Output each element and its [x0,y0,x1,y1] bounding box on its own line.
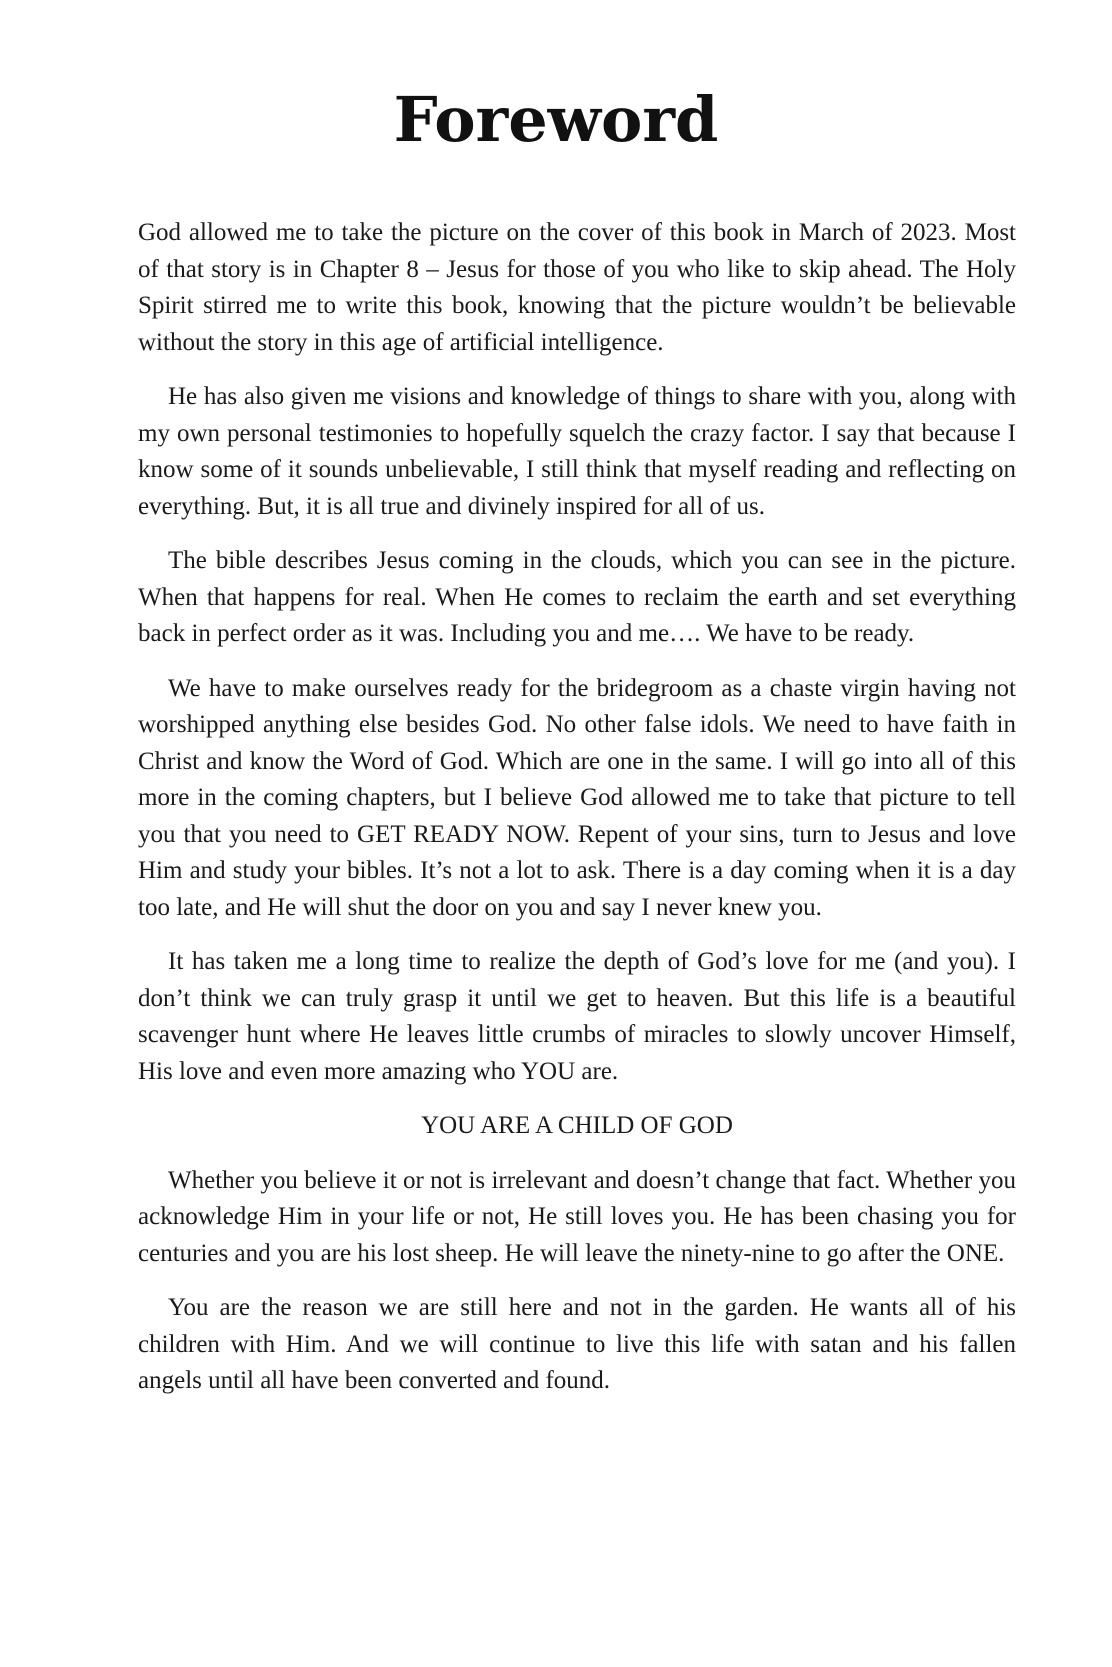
paragraph-6: Whether you believe it or not is irrelevant and doesn’t change that fact. Whether you acknowledge Him in your life or not, He still loves you. He has been chasing you for centuries and you are his lost sheep. He will leave the ninety-nine to go after the ONE. [138,1166,1016,1267]
centered-heading-line: YOU ARE A CHILD OF GOD [421,1112,733,1139]
paragraph-1: God allowed me to take the picture on the cover of this book in March of 2023. Most of that story is in Chapter 8 – Jesus for those of you who like to skip ahead. The Holy Spirit stirred me to write this book, knowing that the picture wouldn’t be believable without the story in this age of artificial intelligence. [138,219,1016,356]
paragraph-4: We have to make ourselves ready for the bridegroom as a chaste virgin having not worshipped anything else besides God. No other false idols. We need to have faith in Christ and know the Word of God. Which are one in the same. I will go into all of this more in the coming chapters, but I believe God allowed me to take that picture to tell you that you need to GET READY NOW. Repent of your sins, turn to Jesus and love Him and study your bibles. It’s not a lot to ask. There is a day coming when it is a day too late, and He will shut the door on you and say I never knew you. [138,674,1016,921]
page-title: Foreword [393,83,719,156]
paragraph-2: He has also given me visions and knowledge of things to share with you, along with my own personal testimonies to hopefully squelch the crazy factor. I say that because I know some of it sounds unbelievable, I still think that myself reading and reflecting on everything. But, it is all true and divinely inspired for all of us. [138,383,1016,520]
paragraph-3: The bible describes Jesus coming in the clouds, which you can see in the picture. When that happens for real. When He comes to reclaim the earth and set everything back in perfect order as it was. Including you and me…. We have to be ready. [138,547,1016,647]
foreword-body [138,215,1016,1418]
paragraph-7: You are the reason we are still here and not in the garden. He wants all of his children with Him. And we will continue to live this life with satan and his fallen angels until all have been converted and found. [138,1294,1016,1394]
paragraph-5: It has taken me a long time to realize the depth of God’s love for me (and you). I don’t think we can truly grasp it until we get to heaven. But this life is a beautiful scavenger hunt where He leaves little crumbs of miracles to slowly uncover Himself, His love and even more amazing who YOU are. [138,948,1016,1085]
